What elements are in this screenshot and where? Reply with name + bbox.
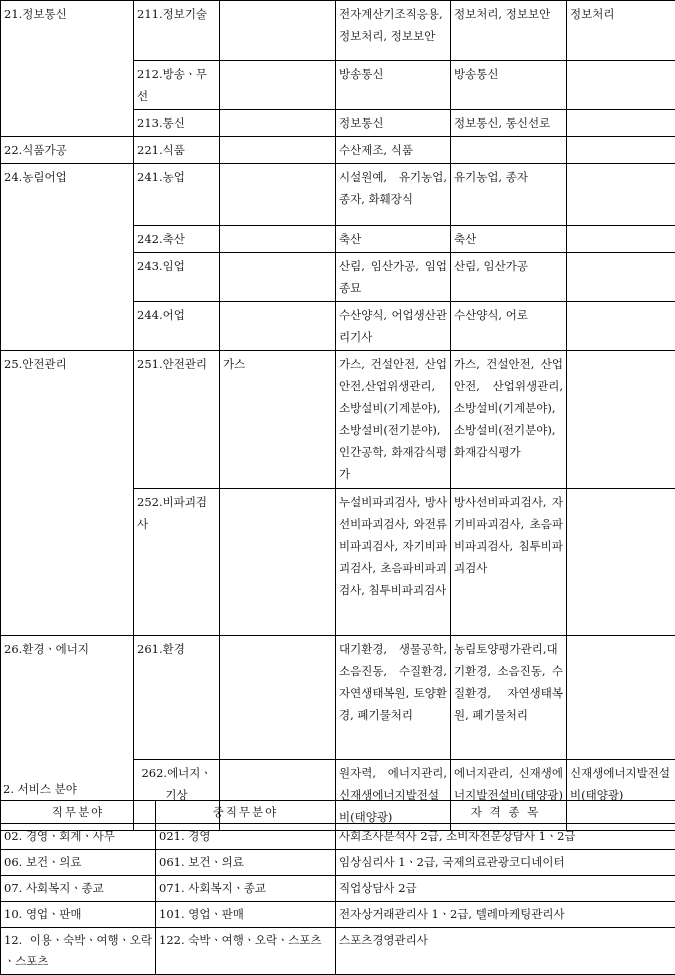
major-field: 24.농림어업 bbox=[1, 164, 134, 351]
mid-field: 242.축산 bbox=[134, 226, 220, 253]
mid-field: 221.식품 bbox=[134, 137, 220, 164]
qualification-cell: 정보통신, 통신선로 bbox=[451, 110, 567, 137]
major-field: 25.안전관리 bbox=[1, 351, 134, 636]
sub-field bbox=[220, 110, 336, 137]
job-field: 06. 보건ㆍ의료 bbox=[1, 850, 156, 876]
qualification-cell: 산림, 임산가공 bbox=[451, 253, 567, 302]
qualification-cell bbox=[567, 253, 675, 302]
qualification-cell: 시설원예, 유기농업, 종자, 화훼장식 bbox=[336, 164, 451, 226]
qualification-cell: 방송통신 bbox=[451, 61, 567, 110]
table-row bbox=[1, 137, 675, 164]
job-field: 07. 사회복지ㆍ종교 bbox=[1, 876, 156, 902]
qualification-cell bbox=[567, 164, 675, 226]
table-row bbox=[1, 1, 675, 61]
mid-field: 262.에너지ㆍ기상 bbox=[134, 760, 220, 831]
qualification-cell: 방송통신 bbox=[336, 61, 451, 110]
qualification-cell: 전자계산기조직응용, 정보처리, 정보보안 bbox=[336, 1, 451, 61]
qualification-cell: 에너지관리, 신재생에너지발전설비(태양광) bbox=[451, 760, 567, 831]
qualification-cell: 수산제조, 식품 bbox=[336, 137, 451, 164]
qualification-cell: 누설비파괴검사, 방사선비파괴검사, 와전류비파괴검사, 자기비파괴검사, 초음파비파괴검사, 침투비파괴검사 bbox=[336, 489, 451, 636]
mid-field: 211.정보기술 bbox=[134, 1, 220, 61]
sub-field bbox=[220, 489, 336, 636]
mid-field: 122. 숙박ㆍ여행ㆍ오락ㆍ스포츠 bbox=[156, 928, 336, 975]
mid-field: 243.임업 bbox=[134, 253, 220, 302]
qualification-cell bbox=[567, 302, 675, 351]
qualification-cell: 스포츠경영관리사 bbox=[336, 928, 675, 975]
sub-field bbox=[220, 253, 336, 302]
mid-field: 252.비파괴검사 bbox=[134, 489, 220, 636]
table-row bbox=[1, 850, 675, 876]
qualification-cell: 직업상담사 2급 bbox=[336, 876, 675, 902]
sub-field bbox=[220, 61, 336, 110]
qualification-cell: 대기환경, 생물공학, 소음진동, 수질환경, 자연생태복원, 토양환경, 폐기물처리 bbox=[336, 636, 451, 760]
job-field: 12. 이용ㆍ숙박ㆍ여행ㆍ오락ㆍ스포츠 bbox=[1, 928, 156, 975]
qualification-cell: 사회조사분석사 2급, 소비자전문상담사 1ㆍ2급 bbox=[336, 824, 675, 850]
qualification-cell bbox=[567, 110, 675, 137]
qualification-cell: 방사선비파괴검사, 자기비파괴검사, 초음파비파괴검사, 침투비파괴검사 bbox=[451, 489, 567, 636]
mid-field: 213.통신 bbox=[134, 110, 220, 137]
table-row bbox=[1, 824, 675, 850]
qualification-cell: 신재생에너지발전설비(태양광) bbox=[567, 760, 675, 831]
qualification-cell: 정보처리 bbox=[567, 1, 675, 61]
qualification-cell: 정보처리, 정보보안 bbox=[451, 1, 567, 61]
major-field: 22.식품가공 bbox=[1, 137, 134, 164]
qualification-cell: 임상심리사 1ㆍ2급, 국제의료관광코디네이터 bbox=[336, 850, 675, 876]
qualification-cell bbox=[567, 489, 675, 636]
mid-field: 021. 경영 bbox=[156, 824, 336, 850]
qualification-cell bbox=[567, 636, 675, 760]
mid-field: 212.방송ㆍ무선 bbox=[134, 61, 220, 110]
header-job-field: 직무분야 bbox=[1, 801, 156, 824]
qualification-table-service bbox=[0, 800, 675, 975]
table-row bbox=[1, 164, 675, 226]
mid-field: 101. 영업ㆍ판매 bbox=[156, 902, 336, 928]
qualification-cell: 축산 bbox=[451, 226, 567, 253]
mid-field: 251.안전관리 bbox=[134, 351, 220, 489]
qualification-cell: 가스, 건설안전, 산업안전,산업위생관리, 소방설비(기계분야), 소방설비(전기분야), 인간공학, 화재감식평가 bbox=[336, 351, 451, 489]
sub-field bbox=[220, 1, 336, 61]
qualification-cell: 축산 bbox=[336, 226, 451, 253]
sub-field bbox=[220, 302, 336, 351]
qualification-cell: 정보통신 bbox=[336, 110, 451, 137]
qualification-cell bbox=[567, 137, 675, 164]
header-mid-field: 중직무분야 bbox=[156, 801, 336, 824]
table-row bbox=[1, 876, 675, 902]
sub-field bbox=[220, 164, 336, 226]
mid-field: 241.농업 bbox=[134, 164, 220, 226]
sub-field bbox=[220, 137, 336, 164]
qualification-cell bbox=[567, 61, 675, 110]
qualification-cell: 원자력, 에너지관리, 신재생에너지발전설비(태양광) bbox=[336, 760, 451, 831]
table-row bbox=[1, 902, 675, 928]
qualification-cell: 수산양식, 어로 bbox=[451, 302, 567, 351]
qualification-cell: 수산양식, 어업생산관리기사 bbox=[336, 302, 451, 351]
mid-field: 061. 보건ㆍ의료 bbox=[156, 850, 336, 876]
table-row bbox=[1, 928, 675, 975]
major-field: 26.환경ㆍ에너지 bbox=[1, 636, 134, 831]
sub-field: 가스 bbox=[220, 351, 336, 489]
qualification-cell bbox=[567, 226, 675, 253]
qualification-cell: 가스, 건설안전, 산업안전, 산업위생관리, 소방설비(기계분야), 소방설비(전기분야), 화재감식평가 bbox=[451, 351, 567, 489]
section-title-service: 2. 서비스 분야 bbox=[3, 781, 77, 797]
qualification-cell bbox=[451, 137, 567, 164]
qualification-cell: 유기농업, 종자 bbox=[451, 164, 567, 226]
qualification-cell: 농림토양평가관리,대기환경, 소음진동, 수질환경, 자연생태복원, 폐기물처리 bbox=[451, 636, 567, 760]
mid-field: 071. 사회복지ㆍ종교 bbox=[156, 876, 336, 902]
header-qualifications: 자 격 종 목 bbox=[336, 801, 675, 824]
sub-field bbox=[220, 636, 336, 760]
qualification-cell: 전자상거래관리사 1ㆍ2급, 텔레마케팅관리사 bbox=[336, 902, 675, 928]
table-row bbox=[1, 351, 675, 489]
table-row bbox=[1, 636, 675, 760]
qualification-cell: 산림, 임산가공, 임업종묘 bbox=[336, 253, 451, 302]
job-field: 02. 경영ㆍ회계ㆍ사무 bbox=[1, 824, 156, 850]
mid-field: 244.어업 bbox=[134, 302, 220, 351]
job-field: 10. 영업ㆍ판매 bbox=[1, 902, 156, 928]
table-header-row bbox=[1, 801, 675, 824]
major-field: 21.정보통신 bbox=[1, 1, 134, 137]
sub-field bbox=[220, 226, 336, 253]
mid-field: 261.환경 bbox=[134, 636, 220, 760]
qualification-cell bbox=[567, 351, 675, 489]
